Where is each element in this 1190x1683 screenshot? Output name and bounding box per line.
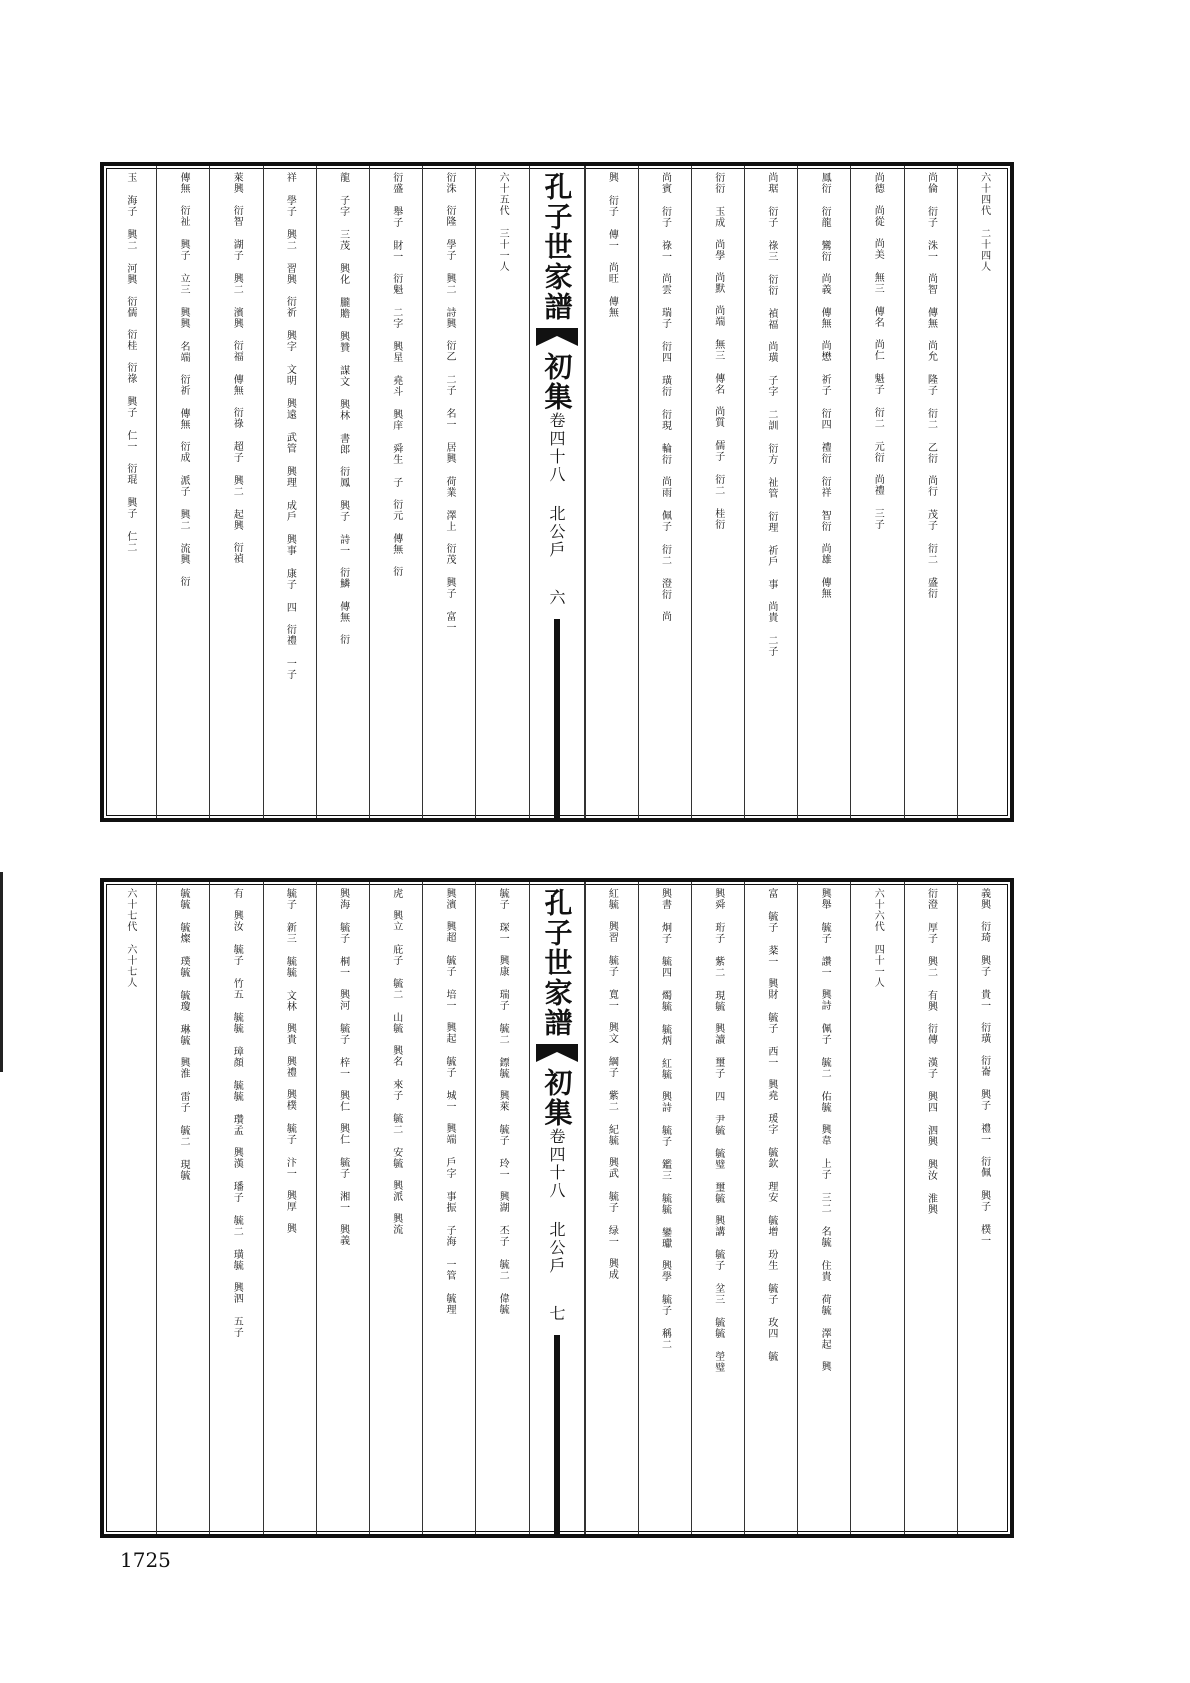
text-column bbox=[957, 882, 1010, 1534]
center-header-column bbox=[529, 882, 585, 1534]
column-text: 興舉 毓子 讚一 興詩 佩子 毓二 佑毓 興韋 上子 三二 名毓 住貴 荷毓 澤起 興 bbox=[819, 888, 831, 1372]
column-text: 玉 海子 興二 河興 衍儒 衍桂 衍祿 興子 仁一 衍琨 興子 仁二 bbox=[124, 172, 136, 553]
column-text: 衍澄 厚子 興二 有興 衍傳 漢子 興四 泗興 興汝 淮興 bbox=[925, 888, 937, 1215]
top-columns bbox=[104, 166, 1010, 818]
page-number: 1725 bbox=[120, 1548, 171, 1572]
text-column bbox=[904, 166, 957, 818]
section-label: 卷四十八 北公戶 bbox=[547, 1128, 566, 1275]
text-column bbox=[585, 882, 638, 1534]
column-text: 六十五代 三十一人 bbox=[497, 172, 509, 272]
text-column bbox=[475, 166, 528, 818]
column-text: 六十六代 四十一人 bbox=[872, 888, 884, 988]
column-text: 祥 學子 興二 習興 衍祈 興字 文明 興遠 武管 興理 成戶 興事 康子 四 衍禮 一子 bbox=[284, 172, 296, 680]
column-text: 毓子 琛一 興康 瑞子 毓二 鏢毓 興萊 毓子 玲一 興湖 丕子 毓二 偉毓 bbox=[497, 888, 509, 1315]
column-text: 尚倫 衍子 洙一 尚智 傳無 尚允 隆子 衍二 乙衍 尚行 茂子 衍二 盛衍 bbox=[925, 172, 937, 599]
column-text: 富 毓子 棻一 興財 毓子 西一 興堯 瑗字 毓欽 理安 毓增 玢生 毓子 玫四 毓 bbox=[765, 888, 777, 1362]
column-text: 衍衍 玉成 尚學 尚默 尚端 無三 傳名 尚質 儒子 衍二 桂衍 bbox=[712, 172, 724, 530]
column-text: 紅毓 興習 毓子 寬一 興文 綱子 紫二 紀毓 興武 毓子 绿一 興成 bbox=[606, 888, 618, 1280]
text-column bbox=[744, 166, 797, 818]
column-text: 龍 子字 三茂 興化 朧贍 興贊 謀文 興林 書郎 衍鳳 興子 詩一 衍鱗 傳無 衍 bbox=[337, 172, 349, 645]
column-text: 虎 興立 庇子 毓二 山毓 興名 來子 毓二 安毓 興派 興流 bbox=[390, 888, 402, 1235]
center-rule bbox=[554, 619, 560, 818]
column-text: 尚賓 衍子 祿一 尚雲 瑞子 衍四 璜衍 衍現 輪衍 尚雨 佩子 衍二 澄衍 尚 bbox=[659, 172, 671, 622]
column-text: 萊興 衍智 湖子 興二 濱興 衍福 傳無 衍祿 超子 興二 起興 衍禎 bbox=[231, 172, 243, 564]
column-text: 鳳衍 衍龍 鸞衍 尚義 傳無 尚懋 祈子 衍四 禮衍 衍祥 智衍 尚雄 傳無 bbox=[819, 172, 831, 599]
text-column bbox=[850, 882, 903, 1534]
text-column bbox=[638, 166, 691, 818]
column-text: 毓子 新三 毓毓 文林 興貴 興禮 興樸 毓子 汴一 興厚 興 bbox=[284, 888, 296, 1234]
text-column bbox=[316, 882, 369, 1534]
book-title: 孔子世家譜 bbox=[540, 172, 574, 322]
text-column bbox=[904, 882, 957, 1534]
column-text: 興濱 興超 毓子 培一 興起 毓子 城一 興端 戶字 事振 子海 一管 毓理 bbox=[443, 888, 455, 1315]
column-text: 義興 衍琦 興子 貴一 衍璜 衍崙 興子 禮一 衍佩 興子 樸一 bbox=[978, 888, 990, 1246]
bottom-genealogy-panel bbox=[100, 878, 1014, 1538]
column-text: 興舜 珩子 紫二 現毓 興讀 璽子 四 尹毓 毓璧 璽毓 興講 毓子 坌三 毓毓 塋璧 bbox=[712, 888, 724, 1373]
page-edge-mark bbox=[0, 872, 3, 1072]
section-label: 卷四十八 北公戶 bbox=[547, 412, 566, 559]
column-text: 六十七代 六十七人 bbox=[124, 888, 136, 988]
text-column bbox=[263, 166, 316, 818]
text-column bbox=[156, 882, 209, 1534]
column-text: 衍洙 衍隆 學子 興二 詩興 衍乙 二子 名一 居興 荷業 澤上 衍茂 興子 富一 bbox=[443, 172, 455, 633]
volume-label: 初集 bbox=[540, 1068, 574, 1128]
text-column bbox=[850, 166, 903, 818]
text-column bbox=[422, 166, 475, 818]
text-column bbox=[209, 166, 262, 818]
text-column bbox=[263, 882, 316, 1534]
fishtail-mark-icon bbox=[536, 1044, 578, 1062]
text-column bbox=[585, 166, 638, 818]
leaf-number: 六 bbox=[547, 589, 566, 605]
text-column bbox=[957, 166, 1010, 818]
column-text: 興 衍子 傳一 尚旺 傳無 bbox=[606, 172, 618, 318]
volume-label: 初集 bbox=[540, 352, 574, 412]
text-column bbox=[422, 882, 475, 1534]
column-text: 興書 炯子 毓四 燭毓 毓炳 紅毓 興詩 毓子 鑑三 毓毓 鑾瓛 興學 毓子 稱二 bbox=[659, 888, 671, 1350]
text-column bbox=[369, 882, 422, 1534]
text-column bbox=[797, 166, 850, 818]
bottom-columns bbox=[104, 882, 1010, 1534]
center-header-column bbox=[529, 166, 585, 818]
column-text: 六十四代 二十四人 bbox=[978, 172, 990, 272]
text-column bbox=[744, 882, 797, 1534]
column-text: 毓毓 毓燦 璞毓 毓瓊 琳毓 興淮 雷子 毓二 現毓 bbox=[178, 888, 190, 1181]
column-text: 傳無 衍祉 興子 立三 興興 名端 衍祈 傳無 衍成 派子 興二 流興 衍 bbox=[178, 172, 190, 587]
column-text: 興海 毓子 桐一 興河 毓子 梓一 興仁 興仁 毓子 湘一 興義 bbox=[337, 888, 349, 1246]
top-genealogy-panel bbox=[100, 162, 1014, 822]
fishtail-mark-icon bbox=[536, 328, 578, 346]
text-column bbox=[797, 882, 850, 1534]
book-title: 孔子世家譜 bbox=[540, 888, 574, 1038]
text-column bbox=[156, 166, 209, 818]
column-text: 衍盛 舉子 財一 衍魁 二字 興星 堯斗 興庠 舜生 子 衍元 傳無 衍 bbox=[390, 172, 402, 577]
text-column bbox=[691, 166, 744, 818]
text-column bbox=[104, 882, 156, 1534]
text-column bbox=[104, 166, 156, 818]
text-column bbox=[691, 882, 744, 1534]
center-rule bbox=[554, 1335, 560, 1534]
text-column bbox=[316, 166, 369, 818]
column-text: 尚德 尚從 尚美 無三 傳名 尚仁 魁子 衍二 元衍 尚禮 三子 bbox=[872, 172, 884, 530]
text-column bbox=[209, 882, 262, 1534]
text-column bbox=[369, 166, 422, 818]
text-column bbox=[638, 882, 691, 1534]
leaf-number: 七 bbox=[547, 1305, 566, 1321]
column-text: 尚琚 衍子 祿三 衍衍 禎福 尚璜 子字 二訓 衍方 祉管 衍理 祈戶 事 尚貴 二子 bbox=[765, 172, 777, 657]
text-column bbox=[475, 882, 528, 1534]
column-text: 有 興汝 毓子 竹五 毓毓 璋顏 毓毓 瓚孟 興漢 璠子 毓二 璜毓 興泗 五子 bbox=[231, 888, 243, 1338]
